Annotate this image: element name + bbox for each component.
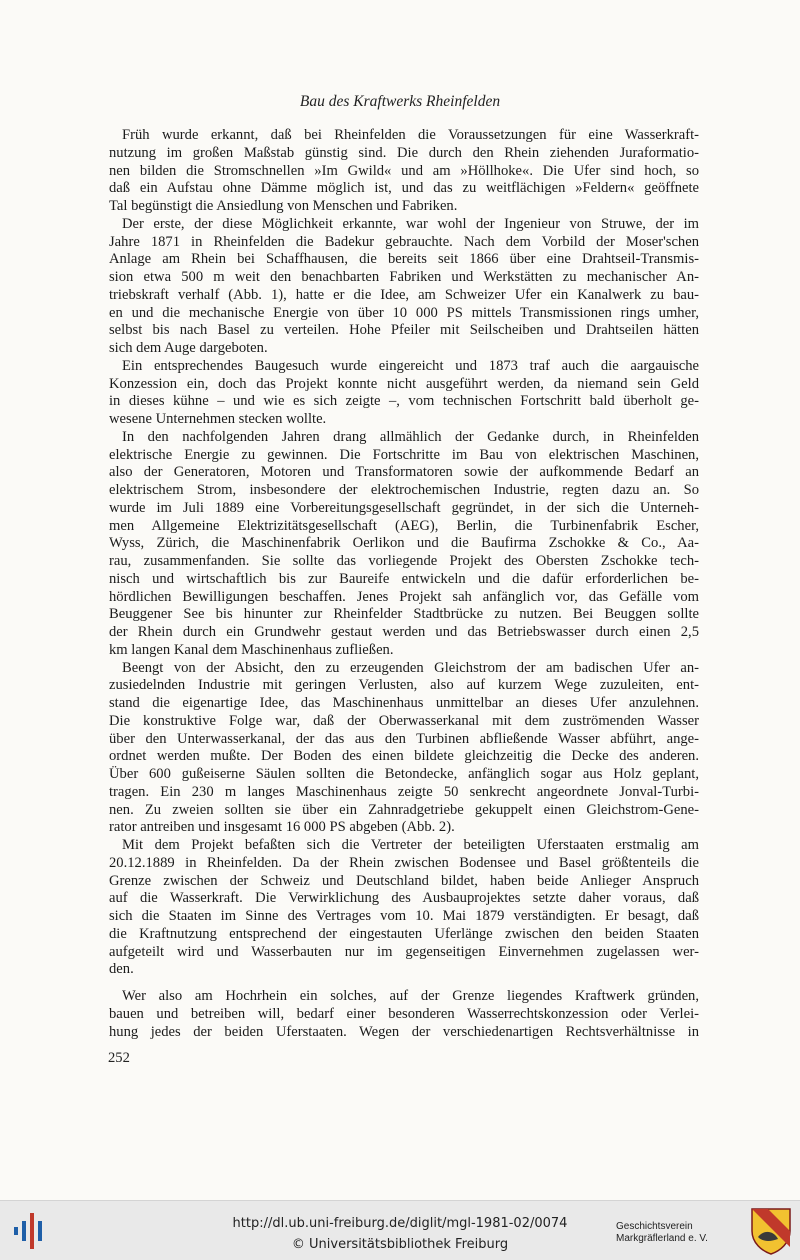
text-line: selbst bis nach Basel zu verteilen. Hohe Pfeiler mit Seilscheiben und Drahtseilen hätten	[109, 322, 699, 339]
text-line: sion etwa 500 m weit den benachbarten Fabriken und Werkstätten zu mechanischer An-	[109, 269, 699, 285]
permalink-url[interactable]: http://dl.ub.uni-freiburg.de/diglit/mgl-1981-02/0074	[232, 1216, 568, 1231]
text-line: also der Generatoren, Motoren und Transformatoren sowie der aufkommende Bedarf an	[109, 464, 699, 481]
text-line: Früh wurde erkannt, daß bei Rheinfelden die Voraussetzungen für eine Wasserkraft-	[122, 127, 699, 143]
text-line: en und die mechanische Energie von über 10 000 PS mittels Transmissionen rings umher,	[109, 304, 699, 321]
running-head: Bau des Kraftwerks Rheinfelden	[299, 93, 501, 110]
copyright-notice: © Universitätsbibliothek Freiburg	[291, 1237, 509, 1252]
text-line: Grenze zwischen der Schweiz und Deutschland bildet, haben beide Anlieger Anspruch	[109, 872, 699, 889]
paragraph	[109, 660, 699, 838]
text-line: wurde im Juli 1889 eine Vorbereitungsgesellschaft gegründet, in der sich die Unterneh-	[109, 499, 699, 516]
text-line: bauen und betreiben will, bedarf einer besonderen Wasserrechtskonzession oder Verlei-	[109, 1005, 699, 1022]
paragraph	[109, 127, 699, 216]
text-line: in dieses kühne – und wie es sich zeigte –, vom technischen Fortschritt bald überholt ge-	[109, 393, 699, 410]
paragraph	[109, 216, 699, 358]
society-line-1: Geschichtsverein	[616, 1221, 693, 1232]
text-line: Ein entsprechendes Baugesuch wurde eingereicht und 1873 traf auch die aargauische	[122, 357, 699, 374]
paragraph	[109, 837, 699, 979]
text-line: km langen Kanal dem Maschinenhaus zufließen.	[109, 641, 394, 658]
text-line: der Rhein durch ein Grundwehr gestaut werden und das Betriebswasser durch einen 2,5	[109, 624, 699, 640]
text-line: Über 600 gußeiserne Säulen sollten die Betondecke, anfänglich sogar aus Holz geplant,	[109, 766, 699, 782]
paragraph	[109, 429, 699, 660]
text-line: In den nachfolgenden Jahren drang allmählich der Gedanke durch, in Rheinfelden	[122, 428, 699, 445]
text-line: Jahre 1871 in Rheinfelden die Badekur gebrauchte. Nach dem Vorbild der Moser'schen	[109, 233, 699, 250]
society-line-2: Markgräflerland e. V.	[616, 1233, 708, 1244]
text-line: Wyss, Zürich, die Maschinenfabrik Oerlikon und die Baufirma Zschokke & Co., Aa-	[109, 535, 699, 552]
text-line: tragen. Ein 230 m langes Maschinenhaus zeigte 50 senkrecht angeordnete Jonval-Turbi-	[109, 783, 699, 800]
text-line: Mit dem Projekt befaßten sich die Vertreter der beteiligten Uferstaaten erstmalig am	[122, 837, 699, 853]
text-line: nutzung im großen Maßstab günstig sind. Die durch den Rhein ziehenden Juraformatio-	[109, 144, 699, 161]
text-line: nen. Zu zweien sollten sie über ein Zahnradgetriebe gekuppelt einen Gleichstrom-Gene-	[109, 801, 699, 818]
text-line: 20.12.1889 in Rheinfelden. Da der Rhein zwischen Bodensee und Basel größtenteils die	[109, 854, 699, 871]
page-number: 252	[108, 1050, 130, 1066]
text-line: Anlage am Rhein bei Schaffhausen, die bereits seit 1866 über eine Drahtseil-Transmis-	[109, 251, 699, 268]
text-line: elektrischem Strom, insbesondere der elektrochemischen Industrie, regten dazu an. So	[109, 482, 699, 498]
text-line: Die konstruktive Folge war, daß der Oberwasserkanal mit dem zuströmenden Wasser	[109, 712, 699, 729]
text-line: zusiedelnden Industrie mit geringen Verlusten, also auf kurzem Wege zuzuleiten, ent-	[109, 677, 699, 694]
paragraph	[109, 988, 699, 1041]
text-line: Tal begünstigt die Ansiedlung von Menschen und Fabriken.	[109, 198, 458, 214]
text-line: wesene Unternehmen stecken wollte.	[109, 411, 327, 427]
text-line: ordnet werden mußte. Der Boden des einen bildete gleichzeitig die Decke des anderen.	[109, 748, 699, 765]
text-line: die Kraftnutzung entsprechend der eingestauten Uferlänge zwischen den beiden Staaten	[109, 925, 699, 942]
viewer-footer	[0, 1200, 800, 1260]
text-line: über den Unterwasserkanal, der das aus den Turbinen abfließende Wasser abführt, ange-	[109, 730, 699, 747]
text-line: daß ein Aufstau ohne Dämme möglich ist, und das zu weitflächigen »Feldern« geöffnete	[109, 180, 699, 197]
society-name	[616, 1221, 746, 1245]
body-text	[109, 127, 699, 1041]
text-line: hung jedes der beiden Uferstaaten. Wegen der verschiedenartigen Rechtsverhältnisse in	[109, 1023, 699, 1040]
text-line: rator antreiben und insgesamt 16 000 PS abgeben (Abb. 2).	[109, 819, 455, 836]
text-line: sich die Staaten im Sinne des Vertrages vom 10. Mai 1879 verständigten. Er besagt, daß	[109, 908, 699, 924]
text-line: elektrische Energie zu gewinnen. Die Fortschritte im Bau von elektrischen Maschinen,	[109, 446, 699, 463]
text-line: Der erste, der diese Möglichkeit erkannte, war wohl der Ingenieur von Struwe, der im	[122, 215, 699, 232]
text-line: den.	[109, 961, 134, 978]
text-line: hördlichen Bewilligungen beschaffen. Jenes Projekt sah anfänglich vor, das Gefälle vom	[109, 588, 699, 605]
text-line: Wer also am Hochrhein ein solches, auf der Grenze liegendes Kraftwerk gründen,	[122, 988, 699, 1004]
text-line: rau, zusammenfanden. Sie sollte das vorliegende Projekt des Obersten Zschokke tech-	[109, 553, 699, 569]
paragraph	[109, 358, 699, 429]
text-line: auf die Wasserkraft. Die Verwirklichung des Ausbauprojektes setzte daher voraus, daß	[109, 890, 699, 907]
text-line: triebskraft verhalf (Abb. 1), hatte er die Idee, am Schweizer Ufer ein Kanalwerk zu bau-	[109, 286, 699, 303]
text-line: Beuggener See bis hinunter zur Rheinfelder Stadtbrücke zu nutzen. Bei Beuggen sollte	[109, 606, 699, 623]
text-line: nisch und wirtschaftlich bis zur Baureife entwickeln und die dafür erforderlichen be-	[109, 570, 699, 587]
text-line: men Allgemeine Elektrizitätsgesellschaft (AEG), Berlin, die Turbinenfabrik Escher,	[109, 517, 699, 534]
coat-of-arms-icon	[750, 1207, 792, 1255]
text-line: Konzession ein, doch das Projekt konnte nicht ausgeführt werden, da niemand sein Geld	[109, 375, 699, 392]
text-line: aufgeteilt wird und Wasserbauten nur im gegenseitigen Einvernehmen zugelassen wer-	[109, 943, 699, 960]
text-line: stand die eigenartige Idee, das Maschinenhaus unmittelbar an dieses Ufer anzulehnen.	[109, 695, 699, 711]
text-line: Beengt von der Absicht, den zu erzeugenden Gleichstrom der am badischen Ufer an-	[122, 659, 699, 676]
text-line: sich dem Auge dargeboten.	[109, 340, 268, 356]
text-line: nen bilden die Stromschnellen »Im Gwild« und am »Höllhoke«. Die Ufer sind hoch, so	[109, 162, 699, 179]
